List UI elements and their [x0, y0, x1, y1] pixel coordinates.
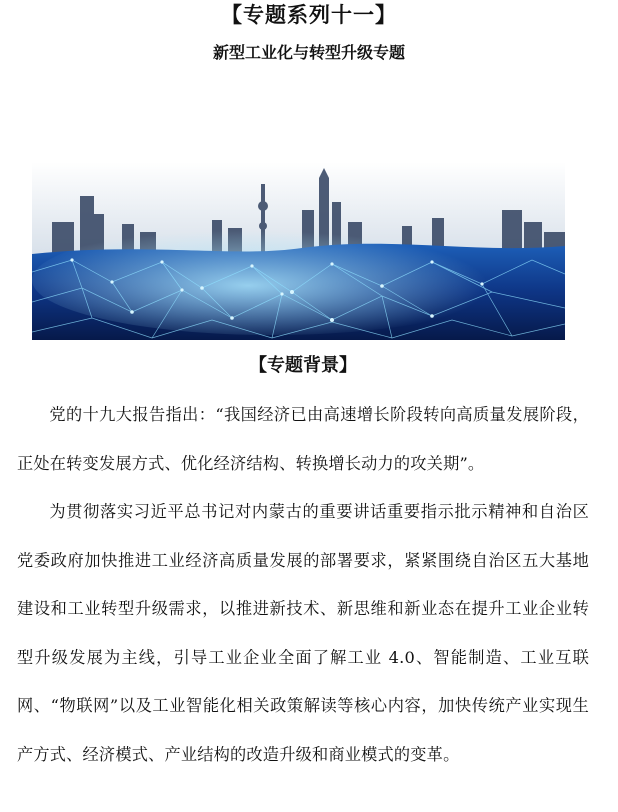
document-subtitle: 新型工业化与转型升级专题	[212, 43, 405, 62]
document-title: 【专题系列十一】	[221, 3, 397, 27]
paragraph-background-1: 党的十九大报告指出：“我国经济已由高速增长阶段转向高质量发展阶段，正处在转变发展方式、优化经济结构、转换增长动力的攻关期”。	[17, 405, 589, 473]
city-network-hero-image	[32, 162, 565, 340]
city-skyline-network-icon	[32, 162, 565, 340]
paragraph-background-2: 为贯彻落实习近平总书记对内蒙古的重要讲话重要指示批示精神和自治区党委政府加快推进工业经济高质量发展的部署要求，紧紧围绕自治区五大基地建设和工业转型升级需求，以推进新技术、新思维和新业态在提升工业企业转型升级发展为主线，引导工业企业全面了解工业 4.0、智能制造、工业互联网、“物联网”以及工业智能化相关政策解读等核心内容，加快传统产业实现生产方式、经济模式、产业结构的改造升级和商业模式的变革。	[17, 502, 589, 764]
section-heading-background: 【专题背景】	[249, 355, 357, 376]
